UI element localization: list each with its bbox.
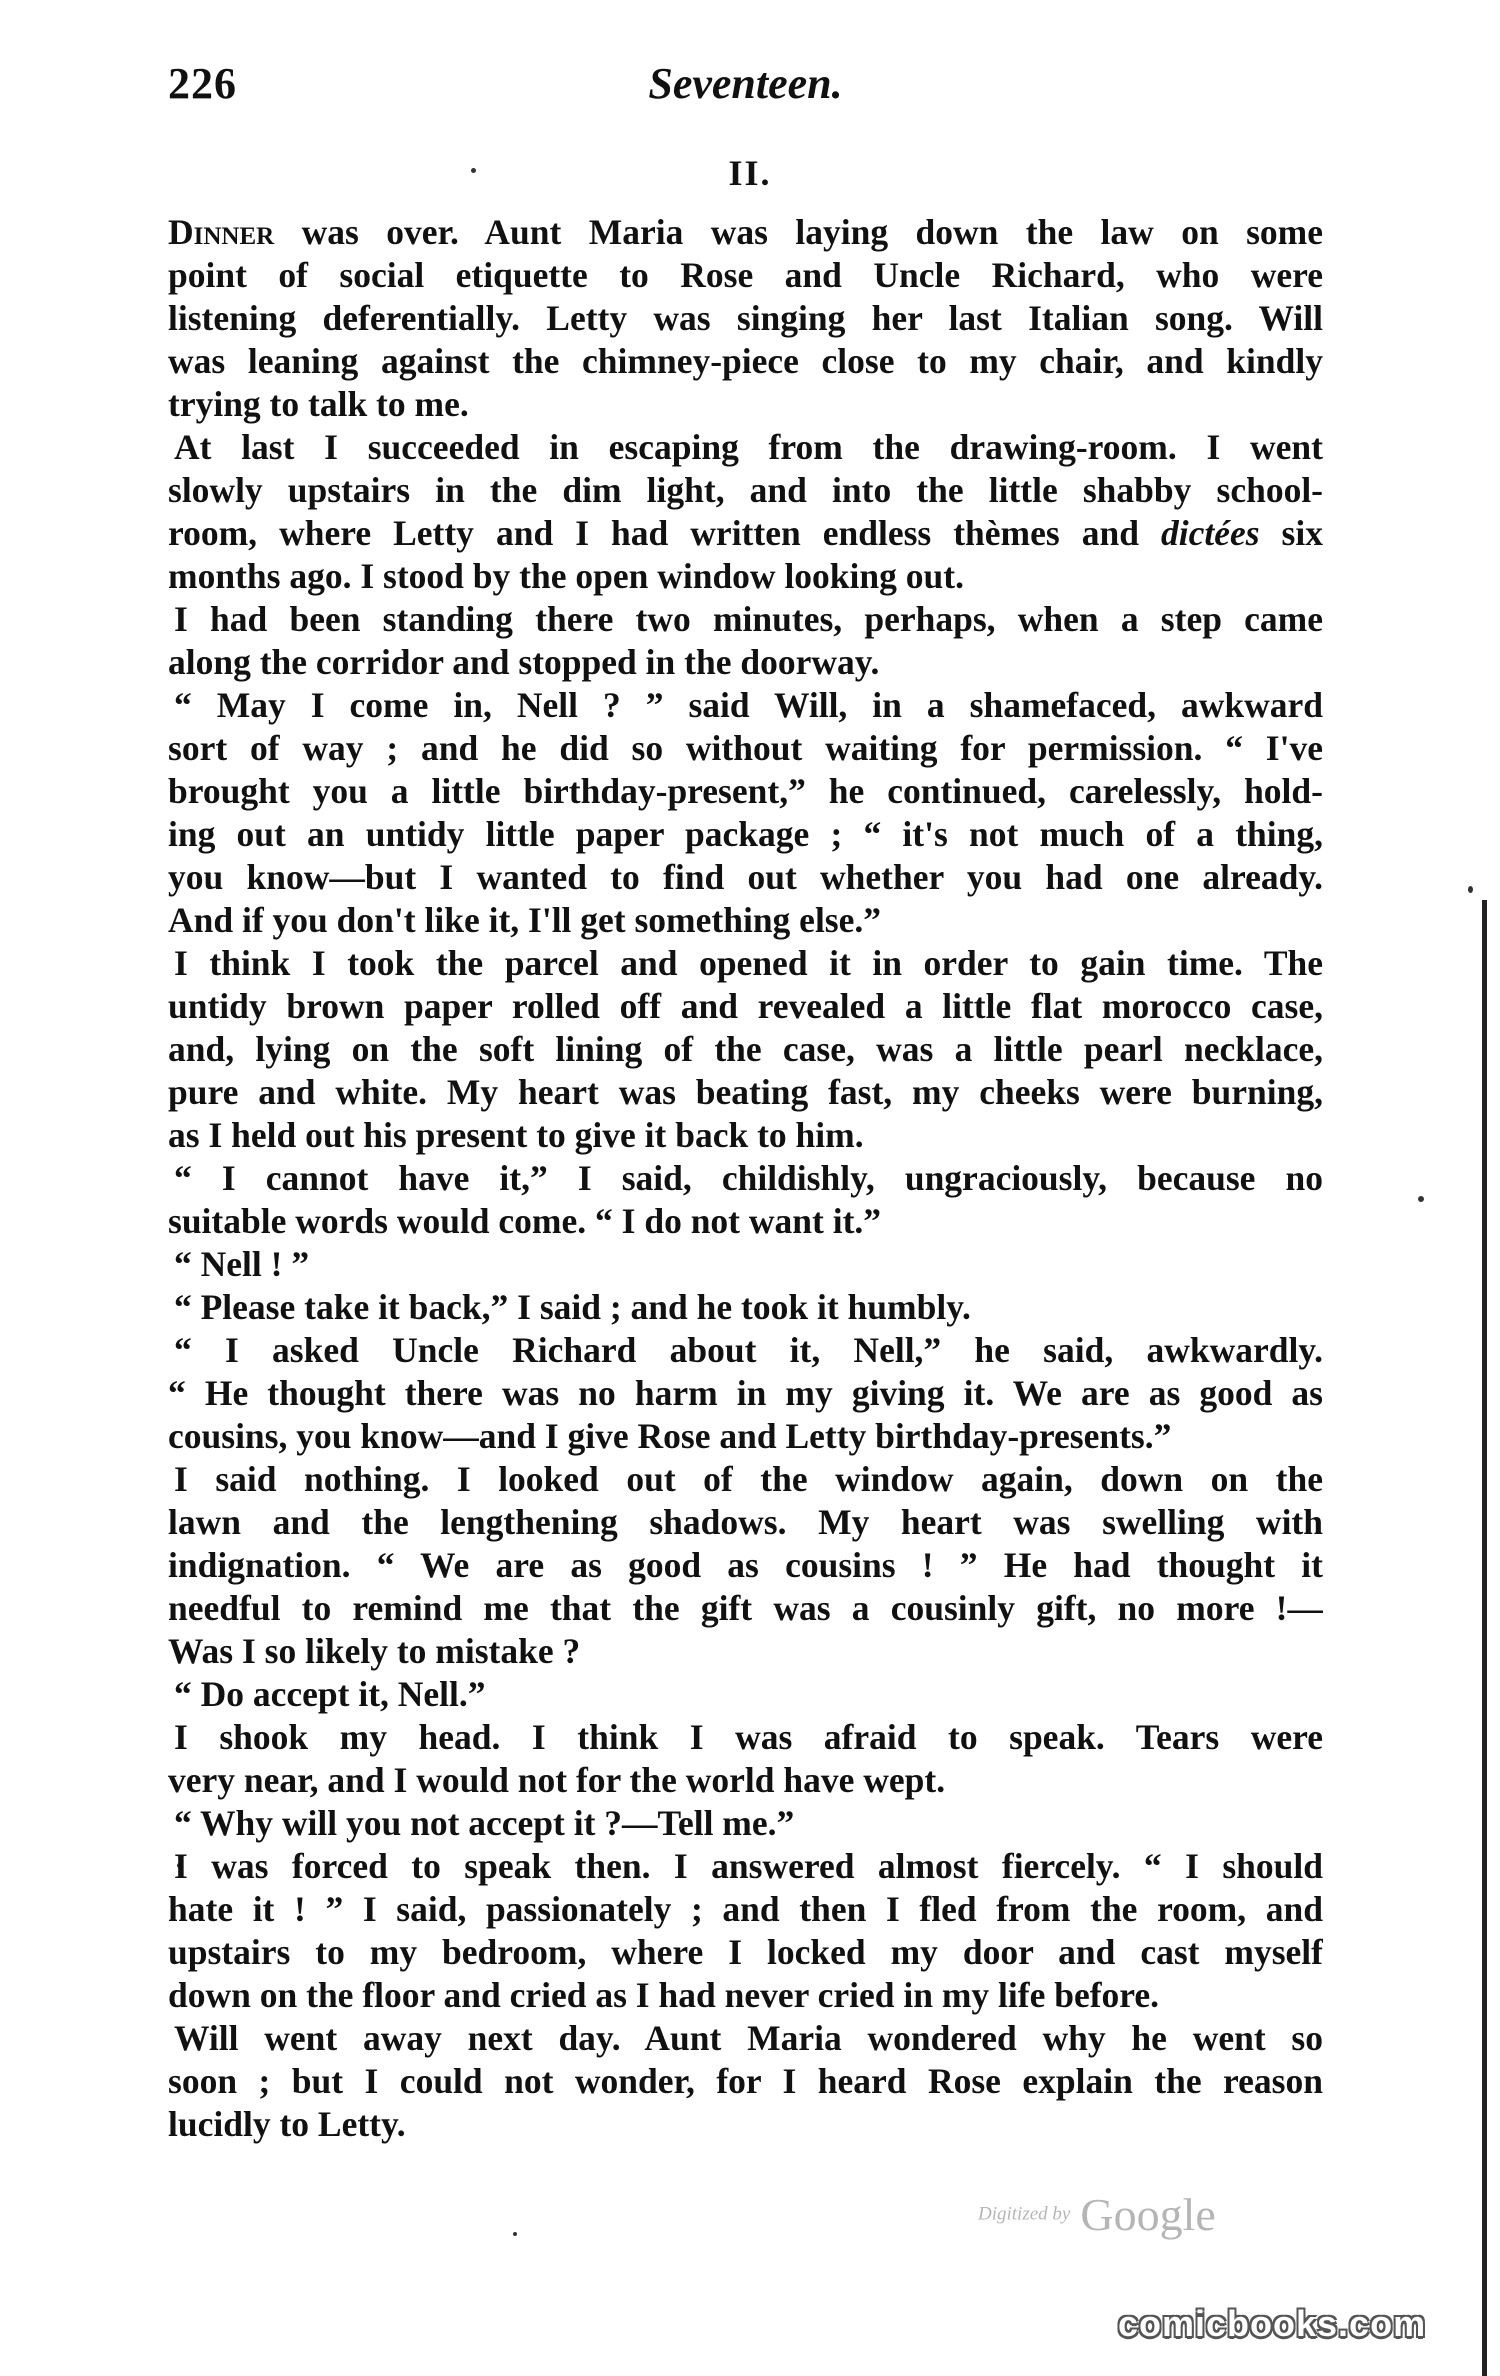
- text-line: and, lying on the soft lining of the case, was a little pearl necklace,: [168, 1029, 1323, 1069]
- text-line: indignation. “ We are as good as cousins ! ” He had thought it: [168, 1545, 1323, 1585]
- page-header: [168, 58, 1323, 118]
- text-line: untidy brown paper rolled off and revealed a little flat morocco case,: [168, 986, 1323, 1026]
- text-line: hate it ! ” I said, passionately ; and then I fled from the room, and: [168, 1889, 1323, 1929]
- text-line: pure and white. My heart was beating fast, my cheeks were burning,: [168, 1072, 1323, 1112]
- digitized-by-label: Digitized by: [978, 2203, 1071, 2225]
- text-line: At last I succeeded in escaping from the drawing-room. I went: [174, 427, 1323, 467]
- speck-mark: [1468, 886, 1473, 893]
- text-line: Will went away next day. Aunt Maria wondered why he went so: [174, 2018, 1323, 2058]
- text-line: Was I so likely to mistake ?: [168, 1631, 581, 1671]
- text-line: needful to remind me that the gift was a cousinly gift, no more !—: [168, 1588, 1323, 1628]
- text-line: “ Why will you not accept it ?—Tell me.”: [174, 1803, 795, 1843]
- google-watermark: [978, 2188, 1216, 2241]
- text-line: I shook my head. I think I was afraid to speak. Tears were: [174, 1717, 1323, 1757]
- text-line: listening deferentially. Letty was singing her last Italian song. Will: [168, 298, 1323, 338]
- page-number: 226: [168, 59, 237, 108]
- text-line: I think I took the parcel and opened it in order to gain time. The: [174, 943, 1323, 983]
- section-heading: II.: [728, 153, 772, 193]
- text-line: trying to talk to me.: [168, 384, 469, 424]
- text-line: I had been standing there two minutes, perhaps, when a step came: [174, 599, 1323, 639]
- google-logo: Google: [1080, 2189, 1216, 2240]
- text-line: cousins, you know—and I give Rose and Letty birthday-presents.”: [168, 1416, 1172, 1456]
- text-line: sort of way ; and he did so without waiting for permission. “ I've: [168, 728, 1323, 768]
- text-line: along the corridor and stopped in the doorway.: [168, 642, 880, 682]
- text-line: lucidly to Letty.: [168, 2104, 406, 2144]
- page-edge-rule: [1482, 900, 1487, 2376]
- text-line: point of social etiquette to Rose and Uncle Richard, who were: [168, 255, 1323, 295]
- text-line: “ Do accept it, Nell.”: [174, 1674, 486, 1714]
- text-line: And if you don't like it, I'll get something else.”: [168, 900, 881, 940]
- text-line: “ He thought there was no harm in my giving it. We are as good as: [168, 1373, 1323, 1413]
- text-line: suitable words would come. “ I do not want it.”: [168, 1201, 882, 1241]
- running-title: Seventeen.: [648, 59, 843, 108]
- text-line: you know—but I wanted to find out whether you had one already.: [168, 857, 1323, 897]
- body-text: [168, 211, 1323, 2146]
- text-line: upstairs to my bedroom, where I locked my door and cast myself: [168, 1932, 1323, 1972]
- speck-mark: [1418, 1196, 1424, 1202]
- text-line: “ Please take it back,” I said ; and he took it humbly.: [174, 1287, 971, 1327]
- text-line: brought you a little birthday-present,” he continued, carelessly, hold-: [168, 771, 1323, 811]
- text-line: “ Nell ! ”: [174, 1244, 310, 1284]
- text-line: months ago. I stood by the open window looking out.: [168, 556, 964, 596]
- text-line: I said nothing. I looked out of the window again, down on the: [174, 1459, 1323, 1499]
- text-line: lawn and the lengthening shadows. My heart was swelling with: [168, 1502, 1323, 1542]
- text-line: slowly upstairs in the dim light, and into the little shabby school-: [168, 470, 1323, 510]
- text-line: I was forced to speak then. I answered almost fiercely. “ I should: [174, 1846, 1323, 1886]
- text-line: “ I asked Uncle Richard about it, Nell,” he said, awkwardly.: [174, 1330, 1323, 1370]
- text-line: soon ; but I could not wonder, for I heard Rose explain the reason: [168, 2061, 1323, 2101]
- text-line: down on the floor and cried as I had never cried in my life before.: [168, 1975, 1160, 2015]
- text-line: was leaning against the chimney-piece close to my chair, and kindly: [168, 341, 1323, 381]
- text-line: very near, and I would not for the world have wept.: [168, 1760, 946, 1800]
- text-line: Dinner was over. Aunt Maria was laying down the law on some: [168, 212, 1323, 252]
- text-line: room, where Letty and I had written endless thèmes and dictées six: [168, 513, 1323, 553]
- site-watermark: comicbooks.com: [1118, 2303, 1427, 2344]
- text-line: “ May I come in, Nell ? ” said Will, in a shamefaced, awkward: [174, 685, 1323, 725]
- speck-mark: [513, 2232, 517, 2236]
- text-line: ing out an untidy little paper package ; “ it's not much of a thing,: [168, 814, 1323, 854]
- text-line: as I held out his present to give it back to him.: [168, 1115, 864, 1155]
- text-line: “ I cannot have it,” I said, childishly, ungraciously, because no: [174, 1158, 1323, 1198]
- speck-mark: [471, 168, 476, 173]
